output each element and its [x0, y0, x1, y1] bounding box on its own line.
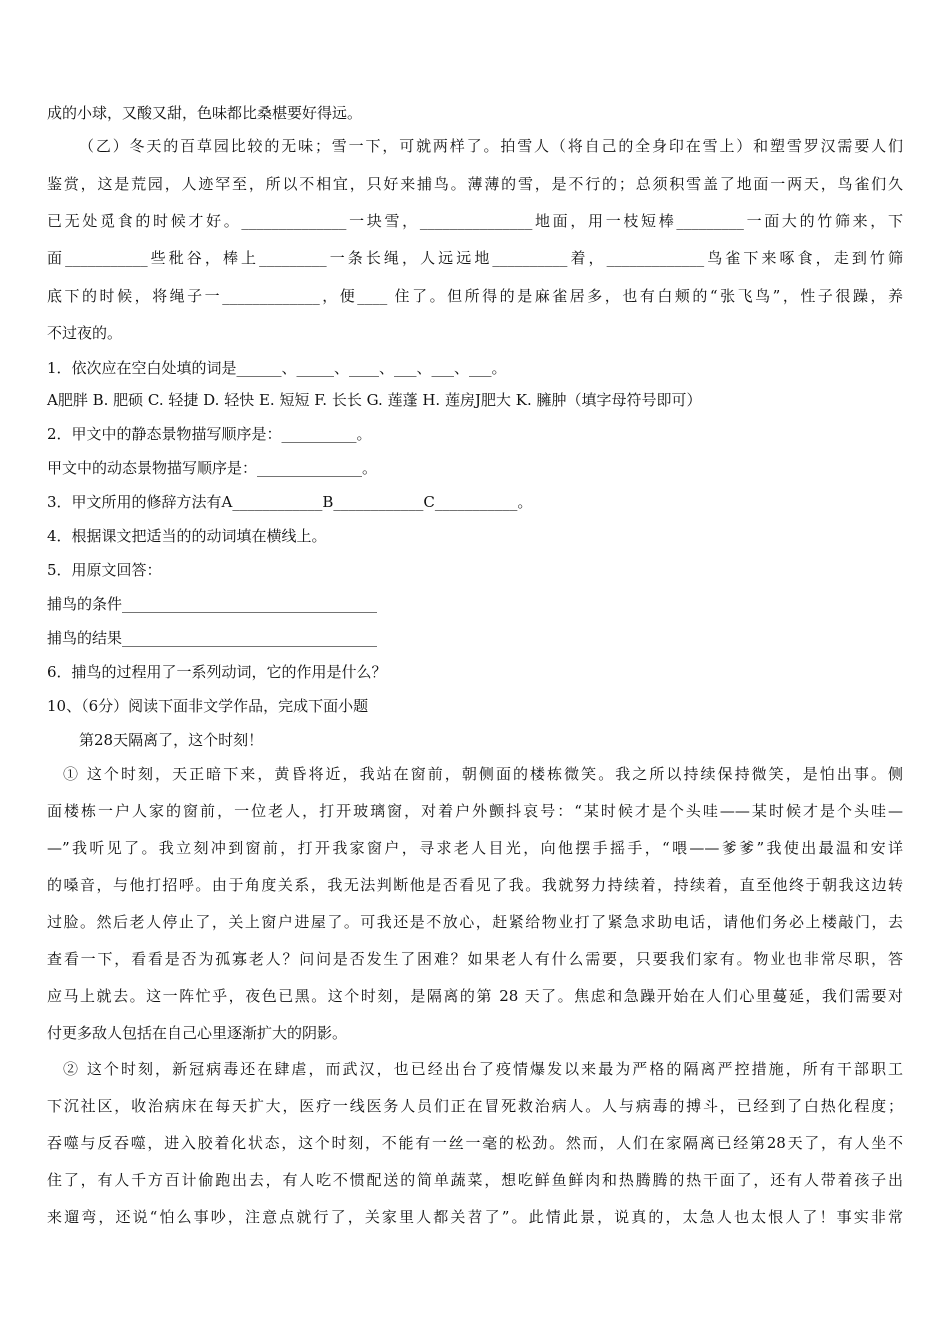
article-p1-line-3: 的嗓音，与他打招呼。由于角度关系，我无法判断他是否看见了我。我就努力持续着，持续着，直至他终于朝我这边转 [47, 876, 903, 894]
passage-yi-line-2: 鉴赏，这是荒园，人迹罕至，所以不相宜，只好来捕鸟。薄薄的雪，是不行的；总须积雪盖了地面一两天，鸟雀们久 [47, 175, 903, 193]
article-p1-line-2: —”我听见了。我立刻冲到窗前，打开我家窗户，寻求老人目光，向他摆手摇手，“喂——爹爹”我使出最温和安详 [47, 839, 903, 857]
article-p1-line-7: 付更多敌人包括在自己心里逐渐扩大的阴影。 [47, 1024, 348, 1042]
article-p1-line-1: 面楼栋一户人家的窗前，一位老人，打开玻璃窗，对着户外颤抖哀号：“某时候才是个头哇——某时候才是个头哇— [47, 802, 903, 820]
article-title: 第28天隔离了，这个时刻！ [79, 731, 264, 749]
question-5: 5．用原文回答： [47, 561, 162, 579]
question-5-result: 捕鸟的结果__________________________________ [47, 629, 378, 647]
article-p1-line-4: 过脸。然后老人停止了，关上窗户进屋了。可我还是不放心，赶紧给物业打了紧急求助电话，请他们务必上楼敲门，去 [47, 913, 903, 931]
passage-yi-line-1: （乙）冬天的百草园比较的无味；雪一下，可就两样了。拍雪人（将自己的全身印在雪上）和塑雪罗汉需要人们 [79, 137, 903, 155]
article-p1-line-0: ① 这个时刻，天正暗下来，黄昏将近，我站在窗前，朝侧面的楼栋微笑。我之所以持续保持微笑，是怕出事。侧 [63, 765, 903, 783]
passage-yi-line-4: 面___________些秕谷，棒上_________一条长绳，人远远地__________着，_____________鸟雀下来啄食，走到竹筛 [47, 249, 903, 267]
question-3: 3．甲文所用的修辞方法有A____________B____________C___________。 [47, 493, 533, 511]
question-6: 6．捕鸟的过程用了一系列动词，它的作用是什么？ [47, 663, 387, 681]
question-1: 1．依次应在空白处填的词是______、_____、____、___、___、___。 [47, 359, 507, 377]
question-2a: 2．甲文中的静态景物描写顺序是：__________。 [47, 425, 372, 443]
passage-yi-line-5: 底下的时候，将绳子一_____________，便____ 住了。但所得的是麻雀居多，也有白颊的“张飞鸟”，性子很躁，养 [47, 287, 903, 305]
article-p2-line-1: 下沉社区，收治病床在每天扩大，医疗一线医务人员们正在冒死救治病人。人与病毒的搏斗，已经到了白热化程度； [47, 1097, 903, 1115]
section-10-heading: 10、（6分）阅读下面非文学作品，完成下面小题 [47, 697, 369, 715]
article-p2-line-0: ② 这个时刻，新冠病毒还在肆虐，而武汉，也已经出台了疫情爆发以来最为严格的隔离严控措施，所有干部职工 [63, 1060, 903, 1078]
article-p1-line-5: 查看一下，看看是否为孤寡老人？问问是否发生了困难？如果老人有什么需要，只要我们家有。物业也非常尽职，答 [47, 950, 903, 968]
article-p1-line-6: 应马上就去。这一阵忙乎，夜色已黑。这个时刻，是隔离的第 28 天了。焦虑和急躁开始在人们心里蔓延，我们需要对 [47, 987, 903, 1005]
passage-yi-line-3: 已无处觅食的时候才好。______________一块雪，_______________地面，用一枝短棒_________一面大的竹筛来，下 [47, 212, 903, 230]
question-1-options: A肥胖 B. 肥硕 C. 轻捷 D. 轻快 E. 短短 F. 长长 G. 莲蓬 H. 莲房J肥大 K. 臃肿（填字母符号即可） [47, 391, 702, 409]
article-p2-line-3: 住了，有人千方百计偷跑出去，有人吃不惯配送的简单蔬菜，想吃鲜鱼鲜肉和热腾腾的热干面了，还有人带着孩子出 [47, 1171, 903, 1189]
article-p2-line-4: 来遛弯，还说“怕么事吵，注意点就行了，关家里人都关苕了”。此情此景，说真的，太急人也太恨人了！事实非常 [47, 1208, 903, 1226]
question-2b: 甲文中的动态景物描写顺序是：______________。 [47, 459, 378, 477]
article-p2-line-2: 吞噬与反吞噬，进入胶着化状态，这个时刻，不能有一丝一毫的松劲。然而，人们在家隔离已经第28天了，有人坐不 [47, 1134, 903, 1152]
passage-yi-line-0: 成的小球，又酸又甜，色味都比桑椹要好得远。 [47, 104, 363, 122]
passage-yi-line-6: 不过夜的。 [47, 324, 123, 342]
question-5-condition: 捕鸟的条件__________________________________ [47, 595, 378, 613]
question-4: 4．根据课文把适当的的动词填在横线上。 [47, 527, 327, 545]
